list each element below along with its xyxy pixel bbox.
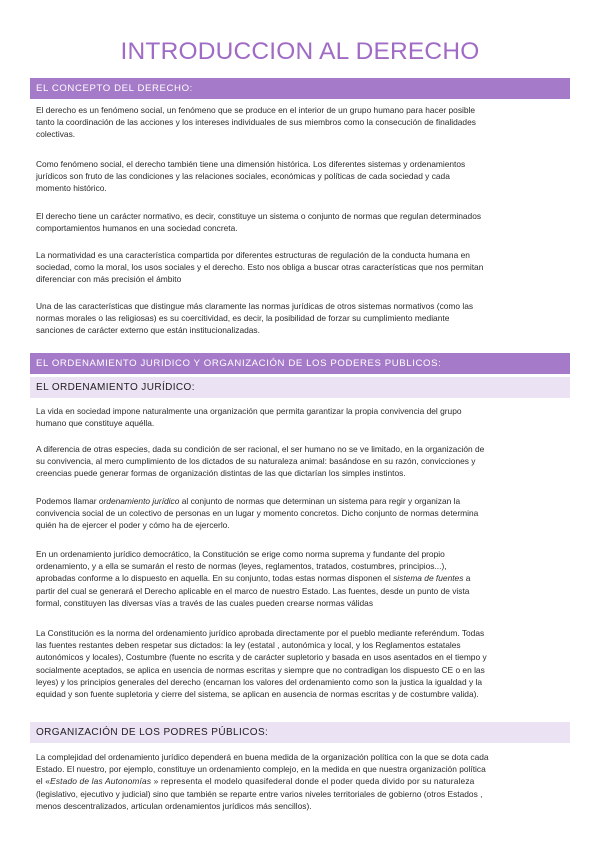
text-line: sanciones de carácter externo que están institucionalizadas. bbox=[36, 325, 260, 336]
section-header-ordenamiento: EL ORDENAMIENTO JURIDICO Y ORGANIZACIÓN DE LOS PODERES PUBLICOS: bbox=[30, 353, 570, 374]
text-line: Como fenómeno social, el derecho también tiene una dimensión histórica. Los diferentes sistemas y ordenamientos bbox=[36, 159, 466, 169]
text-line: jurídicos son fruto de las condiciones y las relaciones sociales, económicas y políticas de cada sociedad y cada bbox=[36, 171, 450, 182]
text-line: El derecho es un fenómeno social, un fenómeno que se produce en el interior de un grupo humano para hacer posible bbox=[36, 105, 476, 115]
text-line: La complejidad del ordenamiento jurídico dependerá en buena medida de la organización política con la que se dota cada bbox=[36, 752, 489, 762]
text-line: menos descentralizados, articulan ordenamientos jurídicos más sencillos). bbox=[36, 800, 312, 811]
text-line bbox=[36, 495, 566, 507]
paragraph bbox=[36, 249, 566, 286]
page-title: INTRODUCCION AL DERECHO bbox=[120, 38, 480, 65]
text-line: ordenamiento, y a ella se sumarán el resto de normas (leyes, reglamentos, tratados, costumbres, principios...), bbox=[36, 561, 447, 572]
text-run: el « bbox=[36, 776, 51, 787]
text-run: Podemos llamar bbox=[36, 496, 99, 506]
text-line: convivencia social de un colectivo de personas en un lugar y momento concretos. Dicho conjunto de normas determina bbox=[36, 508, 479, 519]
emphasis-text: ordenamiento jurídico bbox=[98, 496, 180, 506]
text-line: equidad y son fuente supletoria y cierre del sistema, se aplican en ausencia de normas escritas y de costumbre valida). bbox=[36, 689, 479, 700]
text-line: La Constitución es la norma del ordenamiento jurídico aprobada directamente por el pueblo mediante referéndum. Todas bbox=[36, 628, 485, 638]
text-line: A diferencia de otras especies, dada su condición de ser racional, el ser humano no se ve limitado, en la organización de bbox=[36, 444, 485, 454]
text-line: humano que constituye aquélla. bbox=[36, 418, 155, 429]
text-line: comportamientos humanos en una sociedad concreta. bbox=[36, 223, 238, 234]
paragraph bbox=[36, 158, 566, 195]
text-line: las fuentes restantes deben respetar sus dictados: la ley (estatal , autonómica y local, y los Reglamentos estatales bbox=[36, 640, 461, 651]
text-run: » representa el modelo quasifederal donde el poder queda divido por su naturaleza bbox=[151, 776, 475, 787]
emphasis-text: sistema de fuentes bbox=[393, 573, 464, 584]
section-header-concepto: EL CONCEPTO DEL DERECHO: bbox=[30, 78, 570, 99]
text-line: La vida en sociedad impone naturalmente una organización que permita garantizar la propia convivencia del grupo bbox=[36, 406, 462, 416]
paragraph bbox=[36, 751, 566, 812]
text-line: diferenciar con más precisión el ámbito bbox=[36, 274, 182, 285]
text-line: creencias puede generar formas de organización distintas de las que dictarían los simples instintos. bbox=[36, 468, 406, 479]
paragraph bbox=[36, 495, 566, 532]
paragraph bbox=[36, 627, 566, 700]
text-line: momento histórico. bbox=[36, 183, 107, 194]
text-line: leyes) y los principios generales del derecho (encarnan los valores del ordenamiento como son la justica la igualdad y la bbox=[36, 676, 482, 687]
text-line: quién ha de ejercer el poder y cómo ha de ejercerlo. bbox=[36, 520, 230, 531]
text-line: (legislativo, ejecutivo y judicial) sino que también se reparte entre varios niveles territoriales de gobierno (otros Estados , bbox=[36, 788, 483, 799]
text-line bbox=[36, 775, 566, 787]
text-line: Estado. El nuestro, por ejemplo, constituye un ordenamiento complejo, en la medida en que nuestra organización política bbox=[36, 764, 486, 775]
text-line: normas morales o las religiosas) es su coercitividad, es decir, la posibilidad de forzar su cumplimiento mediante bbox=[36, 313, 450, 324]
text-line: El derecho tiene un carácter normativo, es decir, constituye un sistema o conjunto de normas que regulan determinados bbox=[36, 211, 482, 221]
text-run: al conjunto de normas que determinan un sistema para regir y organizan la bbox=[179, 496, 461, 506]
paragraph bbox=[36, 210, 566, 234]
text-line: socialmente aceptados, se aplica en usencia de normas escritas y siempre que no contradigan los dispuesto CE o en las bbox=[36, 664, 485, 675]
text-line: Una de las características que distingue más claramente las normas jurídicas de otros sistemas normativos (como las bbox=[36, 301, 474, 311]
text-line bbox=[36, 572, 566, 584]
paragraph bbox=[36, 300, 566, 337]
text-line: autonómicos y locales), Costumbre (fuente no escrita y de carácter supletorio y basada en usos asentados en el tiempo y bbox=[36, 652, 487, 663]
subsection-header-organizacion-poderes: ORGANIZACIÓN DE LOS PODRES PÚBLICOS: bbox=[30, 722, 570, 743]
emphasis-text: Estado de las Autonomías bbox=[50, 776, 152, 787]
text-line: su convivencia, al mero cumplimiento de los dictados de su naturaleza animal: basándose en su razón, convicciones y bbox=[36, 456, 476, 467]
text-line: sociedad, como la moral, los usos sociales y el derecho. Esto nos obliga a buscar otras características que nos permitan bbox=[36, 262, 484, 273]
paragraph bbox=[36, 405, 566, 429]
text-run: aprobadas conforme a lo dispuesto en aquella. En su conjunto, todas estas normas disponen el bbox=[36, 573, 394, 584]
paragraph bbox=[36, 104, 566, 141]
text-line: colectivas. bbox=[36, 129, 76, 140]
text-line: partir del cual se generará el Derecho aplicable en el marco de nuestro Estado. Las fuentes, desde un punto de vista bbox=[36, 585, 470, 596]
text-line: formal, constituyen las diversas vías a través de las cuales pueden crearse normas válidas bbox=[36, 597, 374, 608]
paragraph bbox=[36, 548, 566, 609]
paragraph bbox=[36, 443, 566, 480]
text-line: La normatividad es una característica compartida por diferentes estructuras de regulación de la conducta humana en bbox=[36, 250, 470, 260]
text-run: a bbox=[463, 573, 471, 584]
subsection-header-ordenamiento-juridico: EL ORDENAMIENTO JURÍDICO: bbox=[30, 377, 570, 398]
text-line: En un ordenamiento jurídico democrático, la Constitución se erige como norma suprema y fundante del propio bbox=[36, 549, 445, 559]
text-line: tanto la coordinación de las acciones y los intereses individuales de sus miembros como la consecución de finalidades bbox=[36, 117, 476, 128]
